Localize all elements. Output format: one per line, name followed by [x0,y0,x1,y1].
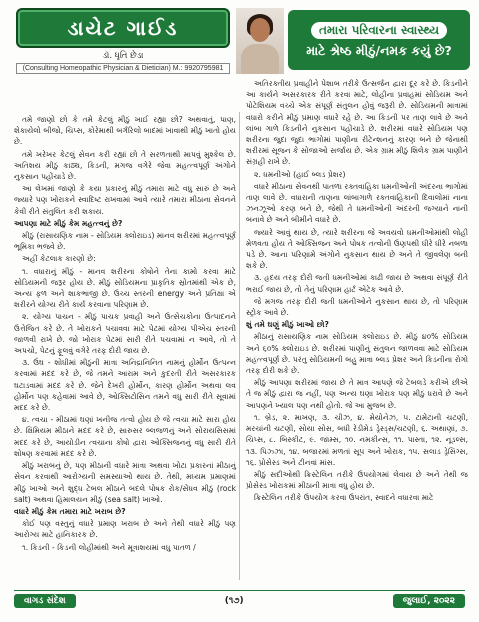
publication-name: વાગડ સંદેશ [14,594,76,608]
section-heading: શું તમે ઘણું મીઠું ખાઓ છો? [246,320,329,330]
page-number: (૧૭) [224,596,244,606]
paragraph: ૪. ત્વચા - મીઠામાં ઘણાં ખનીજ તત્વો હોય છે જે ત્વચા માટે સારા હોય છે. ક્ષિમિયમ મીઠાને મદદ કરે છે, સારુસર બ્લજળનું અને સોરાયસિસમાં મદદ કરે છે, આયોડીન ત્વચાના કોષો દ્વારા ઓક્સિજનનું વધુ સારી રીતે શોષણ કરવામાં મદદ કરે છે. [14,415,236,458]
section-heading: આપણા માટે મીઠું કેમ મહત્ત્વનું છે? [14,218,123,228]
author-name: ડૉ. ધૃતિ છેડા [102,51,144,61]
paragraph: આ લેખમાં જાણો કે કયા પ્રકારનું મીઠું તમારા માટે વધુ સારું છે અને જ્યારે પણ ખોરાકને સ્વાદિષ્ટ રાખવામાં આવે ત્યારે તમારા મીઠાના સેવનને કેવી રીતે સંતુલિત કરી શકાય. [14,184,236,216]
issue-date: જુલાઈ, ૨૦૨૨ [393,594,465,608]
paragraph: ૩. હૃદય તરફ દોરી જતી ધમનીઓમાં કાઢી જાય છે અથવા સંપૂર્ણ રીતે ભરાઈ જાય છે, તો તેનું પરિણામ હાર્ટ એટેક આવે છે. [246,273,468,294]
paragraph: ૩. ઉંઘ - શોધીમાં મીઠુંની માત્રા અનિદ્રાનિનિત નામનું હોર્મોન ઉત્પન્ન કરવામાં મદદ કરે છે, જે તમને આરામ અને કુદરતી રીતે અસરકારક ઘટાડવામાં મદદ કરે છે. જેને દેખરી હોર્મોન, કારણ હોર્મોન અથવા લવ હોર્મોન પણ કહેવામાં આવે છે, ઓક્સિટોસિન તમને વધુ સારી રીતે સૂવામાં મદદ કરે છે. [14,358,236,413]
paragraph: મીઠું સદીઓથી ક્રિસ્ટેલિન તરીકે ઉપયોગમાં લેવાય છે અને તેથી જ પ્રોસેસ્ડ ખોરાકમાં મીઠાની માત્રા વધુ હોય છે. [246,469,468,491]
left-text-column [14,114,236,554]
section-heading: વધારે મીઠું કેમ તમારા માટે ખરાબ છે? [14,506,126,516]
paragraph: મીઠું ખરાબનું છે, પણ મીઠાની વધારે માત્રા અથવા ખોટા પ્રકારનાં મીઠાનું સેવન કરવાથી આરોગ્યની સમસ્યાઓ થાય છે. તેથી, મધ્યમ પ્રમાણમાં મીઠું ખાઓ અને શુદ્ધ ટેબલ મીઠાને બદલે પોષક રોક/સેંધવ મીઠું (rock salt) અથવા હિમાલયન મીઠું (sea salt) ખાઓ. [14,461,236,504]
paragraph: મીઠું (રાસાયણિક નામ - સોડિયમ ક્લોરાઇડ) માનવ શરીરમાં મહત્ત્વપૂર્ણ ભૂમિકા ભજવે છે. [14,231,236,252]
paragraph: વધારે મીઠાના સેવનથી પાતળા રક્તવાહિકા ધમનીઓની અંદરના ભાગોમાં તાણ લાવે છે. વધારાની તાણના લાંબાગાળે રક્તવાહિકાની દિવાલોમાં નાના ઝનઝૂઓ કરણ બને છે, જેથી તે ધમનીઓની અંદરની જગ્યાને નાની બનાવે છે અને બીમીને વધારે છે. [246,181,468,225]
paragraph: ક્રિસ્ટેલિન તરીકે ઉપયોગ કરવા ઉપરાંત, સ્વાદને વધારવા માટે [254,493,434,503]
paragraph: કોઈ પણ વસ્તુનું વધારે પ્રમાણ ખરાબ છે અને તેથી વધારે મીઠું પણ આરોગ્ય માટે હાનિકારક છે. [14,519,236,540]
column-divider [239,112,240,580]
paragraph: ૧. વધારાનું મીઠું - માનવ શરીરના કોષોને તેના કામો કરવા માટે સોડિયમની જરૂર હોય છે. મીઠું સોડિયમના પ્રાકૃતિક સ્રોતમાંથી એક છે, અન્ય ફળ અને શાકભાજી છે. ઉચ્ચ સ્તરની energy અને પ્રતિક્ષા એ શરીરને યોગ્ય રીતે કાર્ય કરવાના પરિણામ છે. [14,266,236,310]
paragraph: જે મગજ તરફ દોરી જતી ધમનીઓને નુકસાન થાય છે, તો પરિણામ સ્ટ્રોક આવે છે. [246,296,468,318]
author-photo [236,8,284,74]
paragraph: ૧. બ્રેડ, ૨. માખણ, ૩. ચીઝ, ૪. મેયોનેઝ, ૫. ટામેટાની ચટણી, મરચાંની ચટણી, સોયા સોસ, બધી રેડીમેડ ડ્રેસ્ડ્સ/ચટણી, ૬. અથાણાં, ૭. ચિપ્સ, ૮. બિસ્કીટ, ૯. જામ્સ, ૧૦. નમકીન્સ, ૧૧. પાસ્તા, ૧૨. નૂડલ્સ, ૧૩. પિઝ્ઝા, ૧૪. બજારમાં મળતાં સૂપ અને ખોરાક, ૧૫. સલાડ ડ્રેસિંગ્સ, ૧૬. પ્રોસેસ્ડ અને ટીનવાં માંસ. [246,412,468,467]
paragraph: ૧. કિડની - કિડની લોહીમાંથી અને મૂત્રાશયમાં વધુ પાતળ / [22,542,196,552]
page-title: ડાયેટ ગાઈડ [16,8,230,48]
paragraph: અહીં કેટલાક કારણો છે: [22,254,96,264]
article-title-line1: તમારા પરિવારના સ્વાસ્થ્ય [311,22,447,39]
paragraph: તમે ખરેખર કેટલું સેવન કરી રહ્યાં છો તે સરળતાથી માપવું મુશ્કેલ છે. અતિશય મીઠું કાઠ્ય, કિડની, મગજ વગેરે જેવા મહત્ત્વપૂર્ણ અંગોને નુકસાન પહોંચાડે છે. [14,149,236,182]
author-credentials: (Consulting Homeopathic Physician & Dietician) M.: 9920795981 [16,63,230,74]
paragraph: મીઠું આપણા શરીરમાં જાય છે તે માત્ર આપણે જે ટેબલડે કરીએ છીએ તે જ મીઠું દ્વારા જ નહીં, પણ અન્ય ઘણા ખોરાક પણ મીઠું ધરાવે છે અને આપણને ખ્યાલ પણ નથી હોતો. જે આ મુજબ છે. [246,378,468,410]
paragraph: અતિરક્તીય પ્રવાહીને પેશાબ તરીકે ઉત્સર્જન દ્વારા દૂર કરે છે. કિડનીને આ કાર્યને અસરકારક રીતે કરવા માટે, લોહીના પ્રવાહમાં સોડિયમ અને પોટેશિયમ વચ્ચે એક સંપૂર્ણ સંતુલન હોવું જરૂરી છે. સોડિયમની માત્રામાં વધારો કરીને મીઠું પ્રમાણ વધારે રહે છે. આ કિડની પર તાણ લાવે છે અને લાંબા ગાળે કિડનીને નુકસાન પહોંચાડે છે. શરીરમાં વધારે સોડિયમ પણ શરીરના જુદા જુદા ભાગોમાં પાણીના રીટેન્શનનું કારણ બને છે જેનાથી શરીરમાં સૂજન કે સોજાઓ સર્જાય છે. એક ગ્રામ મીઠું શિલેક ગ્રામ પાણીને સંગ્રહી રાખે છે. [246,79,468,167]
title-block [16,8,230,74]
article-header [236,8,470,74]
article-title-box [288,10,470,70]
paragraph: તમે જાણો છો કે તમે કેટલું મીઠું ખાઈ રહ્યા છો? અથવાતું, પાણ, શેકાયેલો બીજો, ચિપ્સ, કોરેમાથી બર્ગરિલો બાદમાં ખાવાથી મીઠું ખાતો હોય છે. [14,115,236,147]
page-footer [14,590,465,611]
paragraph: જ્યારે આવું થાય છે, ત્યારે શરીરના જે અવયવો ધમનીઓમાંથી લોહી મેળવતા હોય તે ઓક્સિજન અને પોષક તત્વોની ઉણપથી ધીરે ધીરે નબળા પડે છે. આના પરિણામે અંગોને નુકસાન થાય છે અને તે જીવલેણ બની શકે છે. [246,227,468,271]
paragraph: મીઠાનું રાસાયણિક નામ સોડિયમ ક્લોરાઇડ છે. મીઠું ૪૦% સોડિયમ અને ૬૦% ક્લોરાઇડ છે. શરીરમાં પાણીનું સંતુલન જાળવવા માટે સોડિયમ મહત્ત્વપૂર્ણ છે. પરંતુ સોડિયમની બહુ માત્રા બ્લડ પ્રેશર અને કિડનીના રોગો તરફ દોરી શકે છે. [246,332,468,376]
paragraph: ૨. યોગ્ય પાચન - મીઠું પાચક પ્રવાહી અને ઉત્સેચકોના ઉત્પાદનને ઉત્તેજિત કરે છે. તે ખોરાકને પચાવવા માટે પેટમાં યોગ્ય પીએચ સ્તરની જાળવી રાખે છે. જો ખોરાક પેટમાં સારી રીતે પચવામાં ન આવે, તો તે અપચો, પેટનું ફૂલવું વગેરે તરફ દોરી જાય છે. [14,312,236,356]
right-text-column [246,78,468,505]
paragraph: ૨. ધમનીઓ (હાઈ બ્લડ પ્રેશર) [254,169,346,179]
article-title-line2: માટે શ્રેષ્ઠ મીઠું/નમક કયું છે? [306,42,452,58]
